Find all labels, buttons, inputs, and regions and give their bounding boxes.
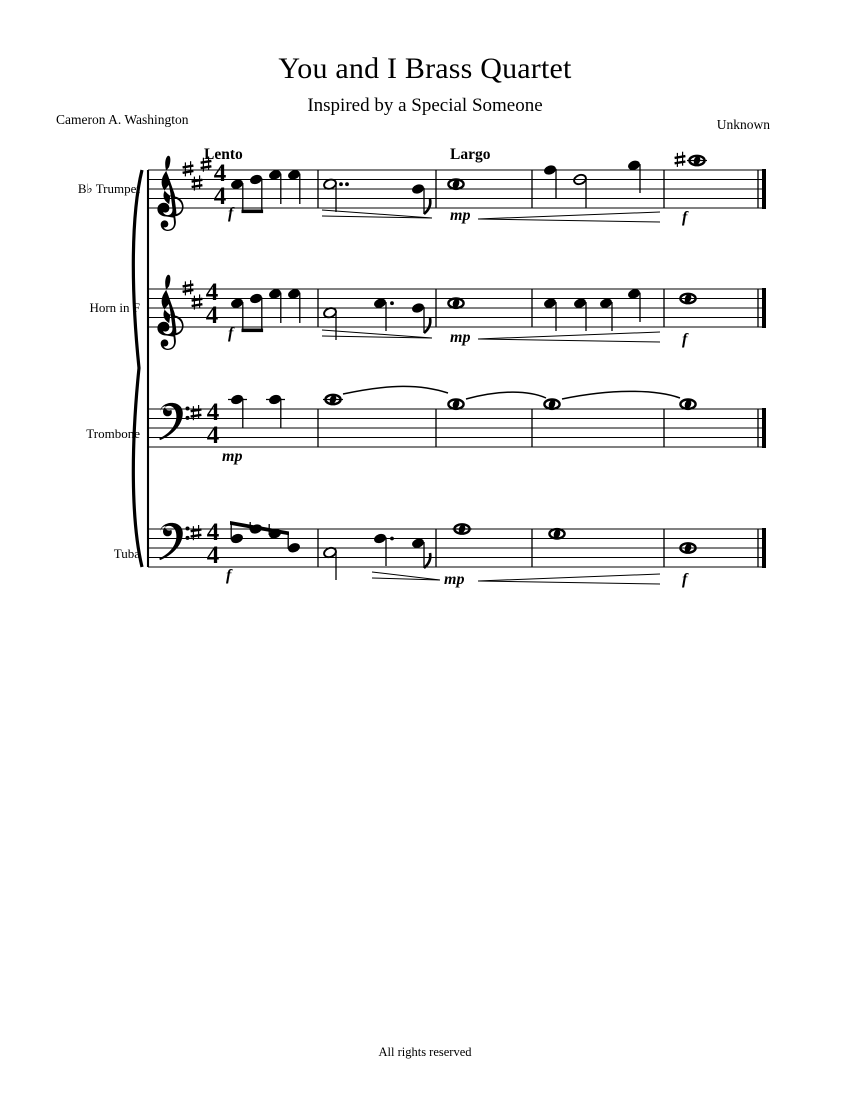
- dynamic-trumpet-1: f: [228, 205, 234, 222]
- dynamic-horn-1: f: [228, 325, 234, 342]
- stave-label-horn: Horn in F: [89, 300, 140, 315]
- svg-text:4: 4: [205, 279, 219, 306]
- svg-text:4: 4: [206, 542, 220, 569]
- tempo-mark-lento: Lento: [204, 146, 243, 163]
- dynamic-trumpet-3: f: [682, 209, 688, 226]
- arranger-credit: Unknown: [716, 117, 770, 132]
- stave-label-trombone: Trombone: [86, 426, 140, 441]
- dynamic-tuba-2: mp: [444, 571, 465, 588]
- composer-credit: Cameron A. Washington: [56, 112, 189, 127]
- stave-label-trumpet: B♭ Trumpet: [77, 181, 140, 196]
- dynamic-horn-2: mp: [450, 329, 471, 346]
- page-subtitle: Inspired by a Special Someone: [307, 95, 543, 116]
- svg-text:4: 4: [213, 183, 227, 210]
- copyright-footer: All rights reserved: [378, 1045, 472, 1059]
- dynamic-trumpet-2: mp: [450, 207, 471, 224]
- svg-text:4: 4: [205, 302, 219, 329]
- page-title: You and I Brass Quartet: [278, 52, 572, 85]
- svg-text:4: 4: [206, 519, 220, 546]
- tempo-mark-largo: Largo: [450, 146, 491, 163]
- dynamic-horn-3: f: [682, 331, 688, 348]
- dynamic-tuba-3: f: [682, 571, 688, 588]
- svg-text:4: 4: [213, 160, 227, 187]
- dynamic-trombone-1: mp: [222, 448, 243, 465]
- dynamic-tuba-1: f: [226, 567, 232, 584]
- svg-text:4: 4: [206, 399, 220, 426]
- svg-text:4: 4: [206, 422, 220, 449]
- stave-label-tuba: Tuba: [113, 546, 140, 561]
